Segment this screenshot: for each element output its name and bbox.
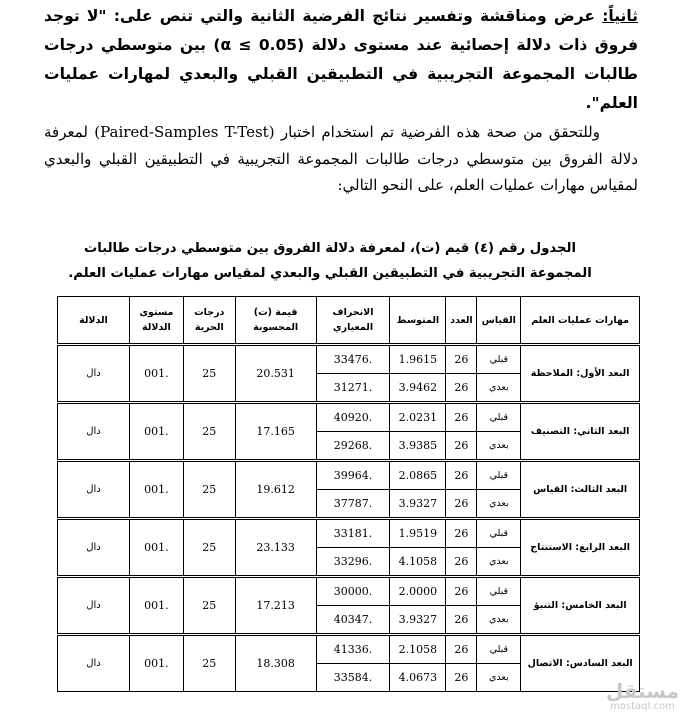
table-row — [58, 577, 640, 606]
measure-pre: قبلي — [477, 635, 521, 664]
significance: دال — [58, 403, 130, 461]
header-skill: مهارات عمليات العلم — [521, 297, 640, 345]
count-post: 26 — [446, 490, 477, 519]
mean-pre: 1.9615 — [390, 345, 446, 374]
dimension-name: البعد الثالث: القياس — [521, 461, 640, 519]
sd-pre: .30000 — [316, 577, 390, 606]
sd-post: .37787 — [316, 490, 390, 519]
count-pre: 26 — [446, 345, 477, 374]
dimension-name: البعد الرابع: الاستنتاج — [521, 519, 640, 577]
table-row — [58, 461, 640, 490]
dimension-name: البعد الثاني: التصنيف — [521, 403, 640, 461]
t-value: 23.133 — [235, 519, 316, 577]
sd-pre: .39964 — [316, 461, 390, 490]
measure-post: بعدي — [477, 374, 521, 403]
table-body — [58, 345, 640, 692]
count-pre: 26 — [446, 461, 477, 490]
t-value: 17.165 — [235, 403, 316, 461]
significance-level: .001 — [129, 519, 183, 577]
t-value: 19.612 — [235, 461, 316, 519]
count-post: 26 — [446, 606, 477, 635]
count-pre: 26 — [446, 403, 477, 432]
significance-level: .001 — [129, 345, 183, 403]
significance-level: .001 — [129, 635, 183, 692]
significance: دال — [58, 519, 130, 577]
measure-pre: قبلي — [477, 345, 521, 374]
measure-post: بعدي — [477, 606, 521, 635]
significance-level: .001 — [129, 577, 183, 635]
heading-text: عرض ومناقشة وتفسير نتائج الفرضية الثانية والتي تنص على: "لا توجد فروق ذات دلالة إحصائية عند مستوى دلالة (α ≤ 0.05) بين متوسطي درجات طالبات المجموعة التجريبية في التطبيقين القبلي والبعدي لمهارات عمليات العلم". — [44, 7, 638, 112]
mean-pre: 1.9519 — [390, 519, 446, 548]
watermark-arabic: مستقل — [605, 679, 679, 703]
sd-pre: .33476 — [316, 345, 390, 374]
significance-level: .001 — [129, 403, 183, 461]
significance-level: .001 — [129, 461, 183, 519]
degrees-freedom: 25 — [183, 519, 235, 577]
count-pre: 26 — [446, 519, 477, 548]
measure-post: بعدي — [477, 490, 521, 519]
mean-post: 4.0673 — [390, 664, 446, 692]
header-measure: القياس — [477, 297, 521, 345]
measure-post: بعدي — [477, 664, 521, 692]
sd-post: .33296 — [316, 548, 390, 577]
header-mean: المتوسط — [390, 297, 446, 345]
header-df: درجات الحرية — [183, 297, 235, 345]
count-pre: 26 — [446, 577, 477, 606]
mean-post: 3.9385 — [390, 432, 446, 461]
mean-pre: 2.0231 — [390, 403, 446, 432]
header-sig: الدلالة — [58, 297, 130, 345]
count-post: 26 — [446, 374, 477, 403]
table-caption: الجدول رقم (٤) قيم (ت)، لمعرفة دلالة الفروق بين متوسطي درجات طالبات المجموعة التجريبية في التطبيقين القبلي والبعدي لمقياس مهارات عمليات العلم. — [68, 241, 592, 281]
degrees-freedom: 25 — [183, 577, 235, 635]
measure-post: بعدي — [477, 432, 521, 461]
degrees-freedom: 25 — [183, 635, 235, 692]
table-row — [58, 519, 640, 548]
significance: دال — [58, 577, 130, 635]
dimension-name: البعد الأول: الملاحظة — [521, 345, 640, 403]
watermark-latin: mostaql.com — [610, 701, 675, 712]
mean-pre: 2.0865 — [390, 461, 446, 490]
mean-post: 3.9327 — [390, 490, 446, 519]
measure-post: بعدي — [477, 548, 521, 577]
measure-pre: قبلي — [477, 403, 521, 432]
mean-post: 3.9327 — [390, 606, 446, 635]
sd-pre: .40920 — [316, 403, 390, 432]
sd-post: .33584 — [316, 664, 390, 692]
significance: دال — [58, 345, 130, 403]
mean-pre: 2.0000 — [390, 577, 446, 606]
degrees-freedom: 25 — [183, 345, 235, 403]
table-row — [58, 635, 640, 664]
measure-pre: قبلي — [477, 519, 521, 548]
t-value: 18.308 — [235, 635, 316, 692]
header-t: قيمة (ت) المحسوبة — [235, 297, 316, 345]
table-header-row — [58, 297, 640, 345]
hypothesis-heading — [44, 2, 638, 118]
count-post: 26 — [446, 432, 477, 461]
mostaql-watermark — [606, 681, 679, 712]
dimension-name: البعد الخامس: التنبؤ — [521, 577, 640, 635]
sd-post: .29268 — [316, 432, 390, 461]
table-row — [58, 345, 640, 374]
count-post: 26 — [446, 664, 477, 692]
header-level: مستوى الدلالة — [129, 297, 183, 345]
sd-pre: .33181 — [316, 519, 390, 548]
mean-post: 4.1058 — [390, 548, 446, 577]
method-paragraph-text: وللتحقق من صحة هذه الفرضية تم استخدام اختبار (Paired-Samples T-Test) لمعرفة دلالة الفروق بين متوسطي درجات طالبات المجموعة التجريبية في التطبيقين القبلي والبعدي لمقياس مهارات عمليات العلم، على النحو التالي: — [44, 123, 638, 194]
t-value: 20.531 — [235, 345, 316, 403]
table-row — [58, 403, 640, 432]
significance: دال — [58, 635, 130, 692]
sd-post: .40347 — [316, 606, 390, 635]
results-table — [57, 296, 640, 692]
mean-post: 3.9462 — [390, 374, 446, 403]
mean-pre: 2.1058 — [390, 635, 446, 664]
dimension-name: البعد السادس: الاتصال — [521, 635, 640, 692]
significance: دال — [58, 461, 130, 519]
header-sd: الانحراف المعياري — [316, 297, 390, 345]
count-pre: 26 — [446, 635, 477, 664]
sd-pre: .41336 — [316, 635, 390, 664]
measure-pre: قبلي — [477, 577, 521, 606]
t-value: 17.213 — [235, 577, 316, 635]
heading-label: ثانياً: — [602, 7, 638, 25]
degrees-freedom: 25 — [183, 403, 235, 461]
degrees-freedom: 25 — [183, 461, 235, 519]
sd-post: .31271 — [316, 374, 390, 403]
header-n: العدد — [446, 297, 477, 345]
method-paragraph — [44, 119, 638, 199]
count-post: 26 — [446, 548, 477, 577]
measure-pre: قبلي — [477, 461, 521, 490]
